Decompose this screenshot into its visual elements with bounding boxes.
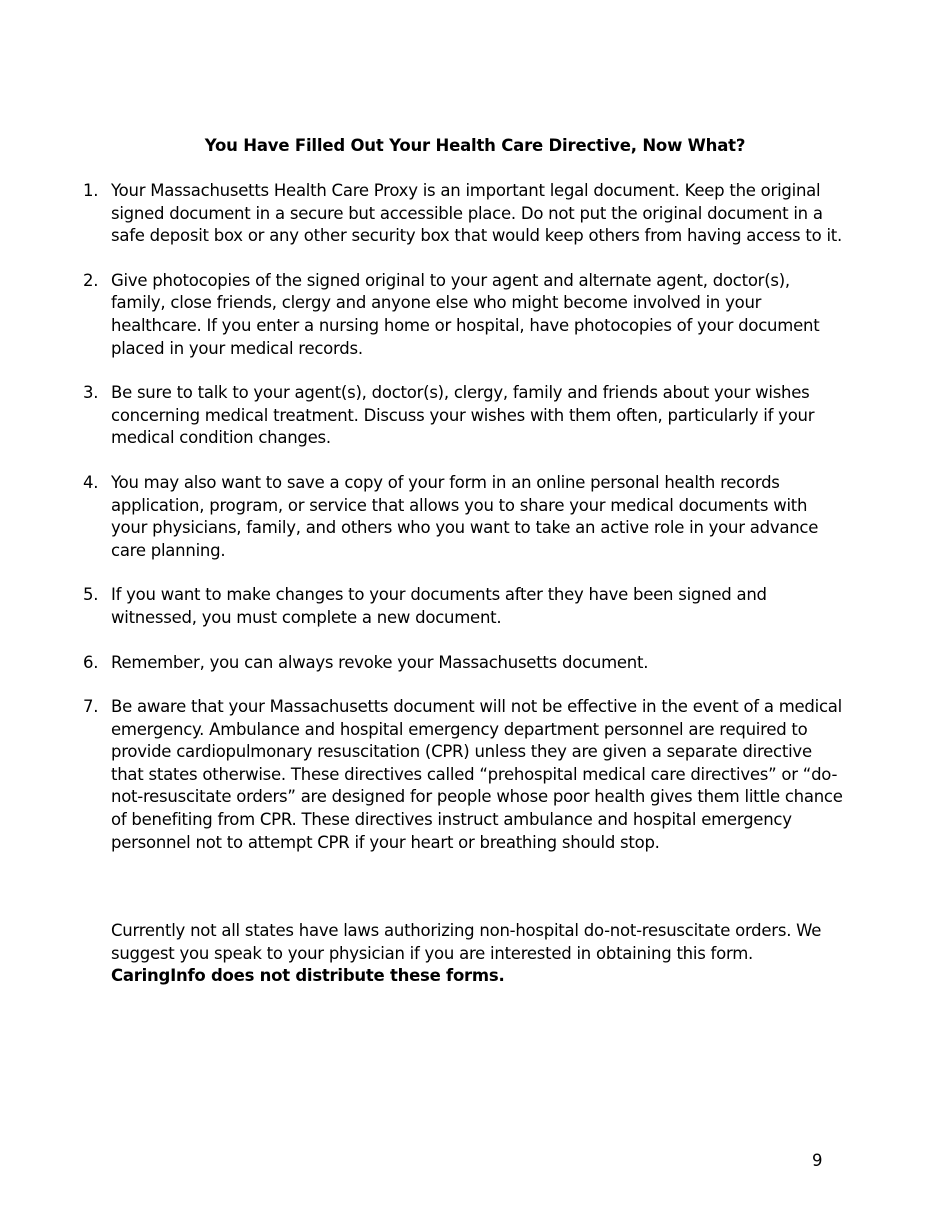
list-item-number: 3. xyxy=(83,383,99,403)
list-item-number: 4. xyxy=(83,472,99,492)
list-item-number: 2. xyxy=(83,270,99,290)
list-item-7 xyxy=(83,696,843,854)
list-item-1 xyxy=(83,180,843,248)
list-item-text: Give photocopies of the signed original to your agent and alternate agent, doctor(s), family, close friends, clergy and anyone else who might become involved in your healthcare. If you enter a nursing home or hospital, have photocopies of your document placed in your medical records. xyxy=(111,270,820,358)
list-item-number: 1. xyxy=(83,181,99,200)
list-item-2 xyxy=(83,270,843,360)
list-item-text: Be aware that your Massachusetts document will not be effective in the event of a medical emergency. Ambulance and hospital emergency department personnel are required to provide cardiopulmonary resuscitation (CPR) unless they are given a separate directive that states otherwise. These directives called “prehospital medical care directives” or “do-not-resuscitate orders” are designed for people whose poor health gives them little chance of benefiting from CPR. These directives instruct ambulance and hospital emergency personnel not to attempt CPR if your heart or breathing should stop. xyxy=(111,697,843,852)
page-number: 9 xyxy=(812,1151,823,1170)
list-item-number: 6. xyxy=(83,652,99,672)
cpr-note-text: Currently not all states have laws authorizing non-hospital do-not-resuscitate orders. We suggest you speak to your physician if you are interested in obtaining this form. xyxy=(111,921,822,963)
list-item-4 xyxy=(83,472,843,562)
cpr-note xyxy=(111,920,851,988)
list-item-text: Remember, you can always revoke your Massachusetts document. xyxy=(111,652,649,672)
list-item-text: Be sure to talk to your agent(s), doctor(s), clergy, family and friends about your wishes concerning medical treatment. Discuss your wishes with them often, particularly if your medical condition changes. xyxy=(111,383,815,448)
cpr-note-bold-text: CaringInfo does not distribute these forms. xyxy=(111,966,505,986)
instructions-list xyxy=(83,180,843,876)
list-item-5 xyxy=(83,584,843,629)
list-item-number: 7. xyxy=(83,697,99,717)
list-item-text: If you want to make changes to your documents after they have been signed and witnessed, you must complete a new document. xyxy=(111,585,767,627)
list-item-text: Your Massachusetts Health Care Proxy is an important legal document. Keep the original signed document in a secure but accessible place. Do not put the original document in a safe deposit box or any other security box that would keep others from having access to it. xyxy=(111,181,842,246)
list-item-6 xyxy=(83,652,843,675)
list-item-3 xyxy=(83,382,843,450)
list-item-text: You may also want to save a copy of your form in an online personal health records application, program, or service that allows you to share your medical documents with your physicians, family, and others who you want to take an active role in your advance care planning. xyxy=(111,472,819,560)
page-title: You Have Filled Out Your Health Care Directive, Now What? xyxy=(204,136,746,155)
list-item-number: 5. xyxy=(83,585,99,605)
